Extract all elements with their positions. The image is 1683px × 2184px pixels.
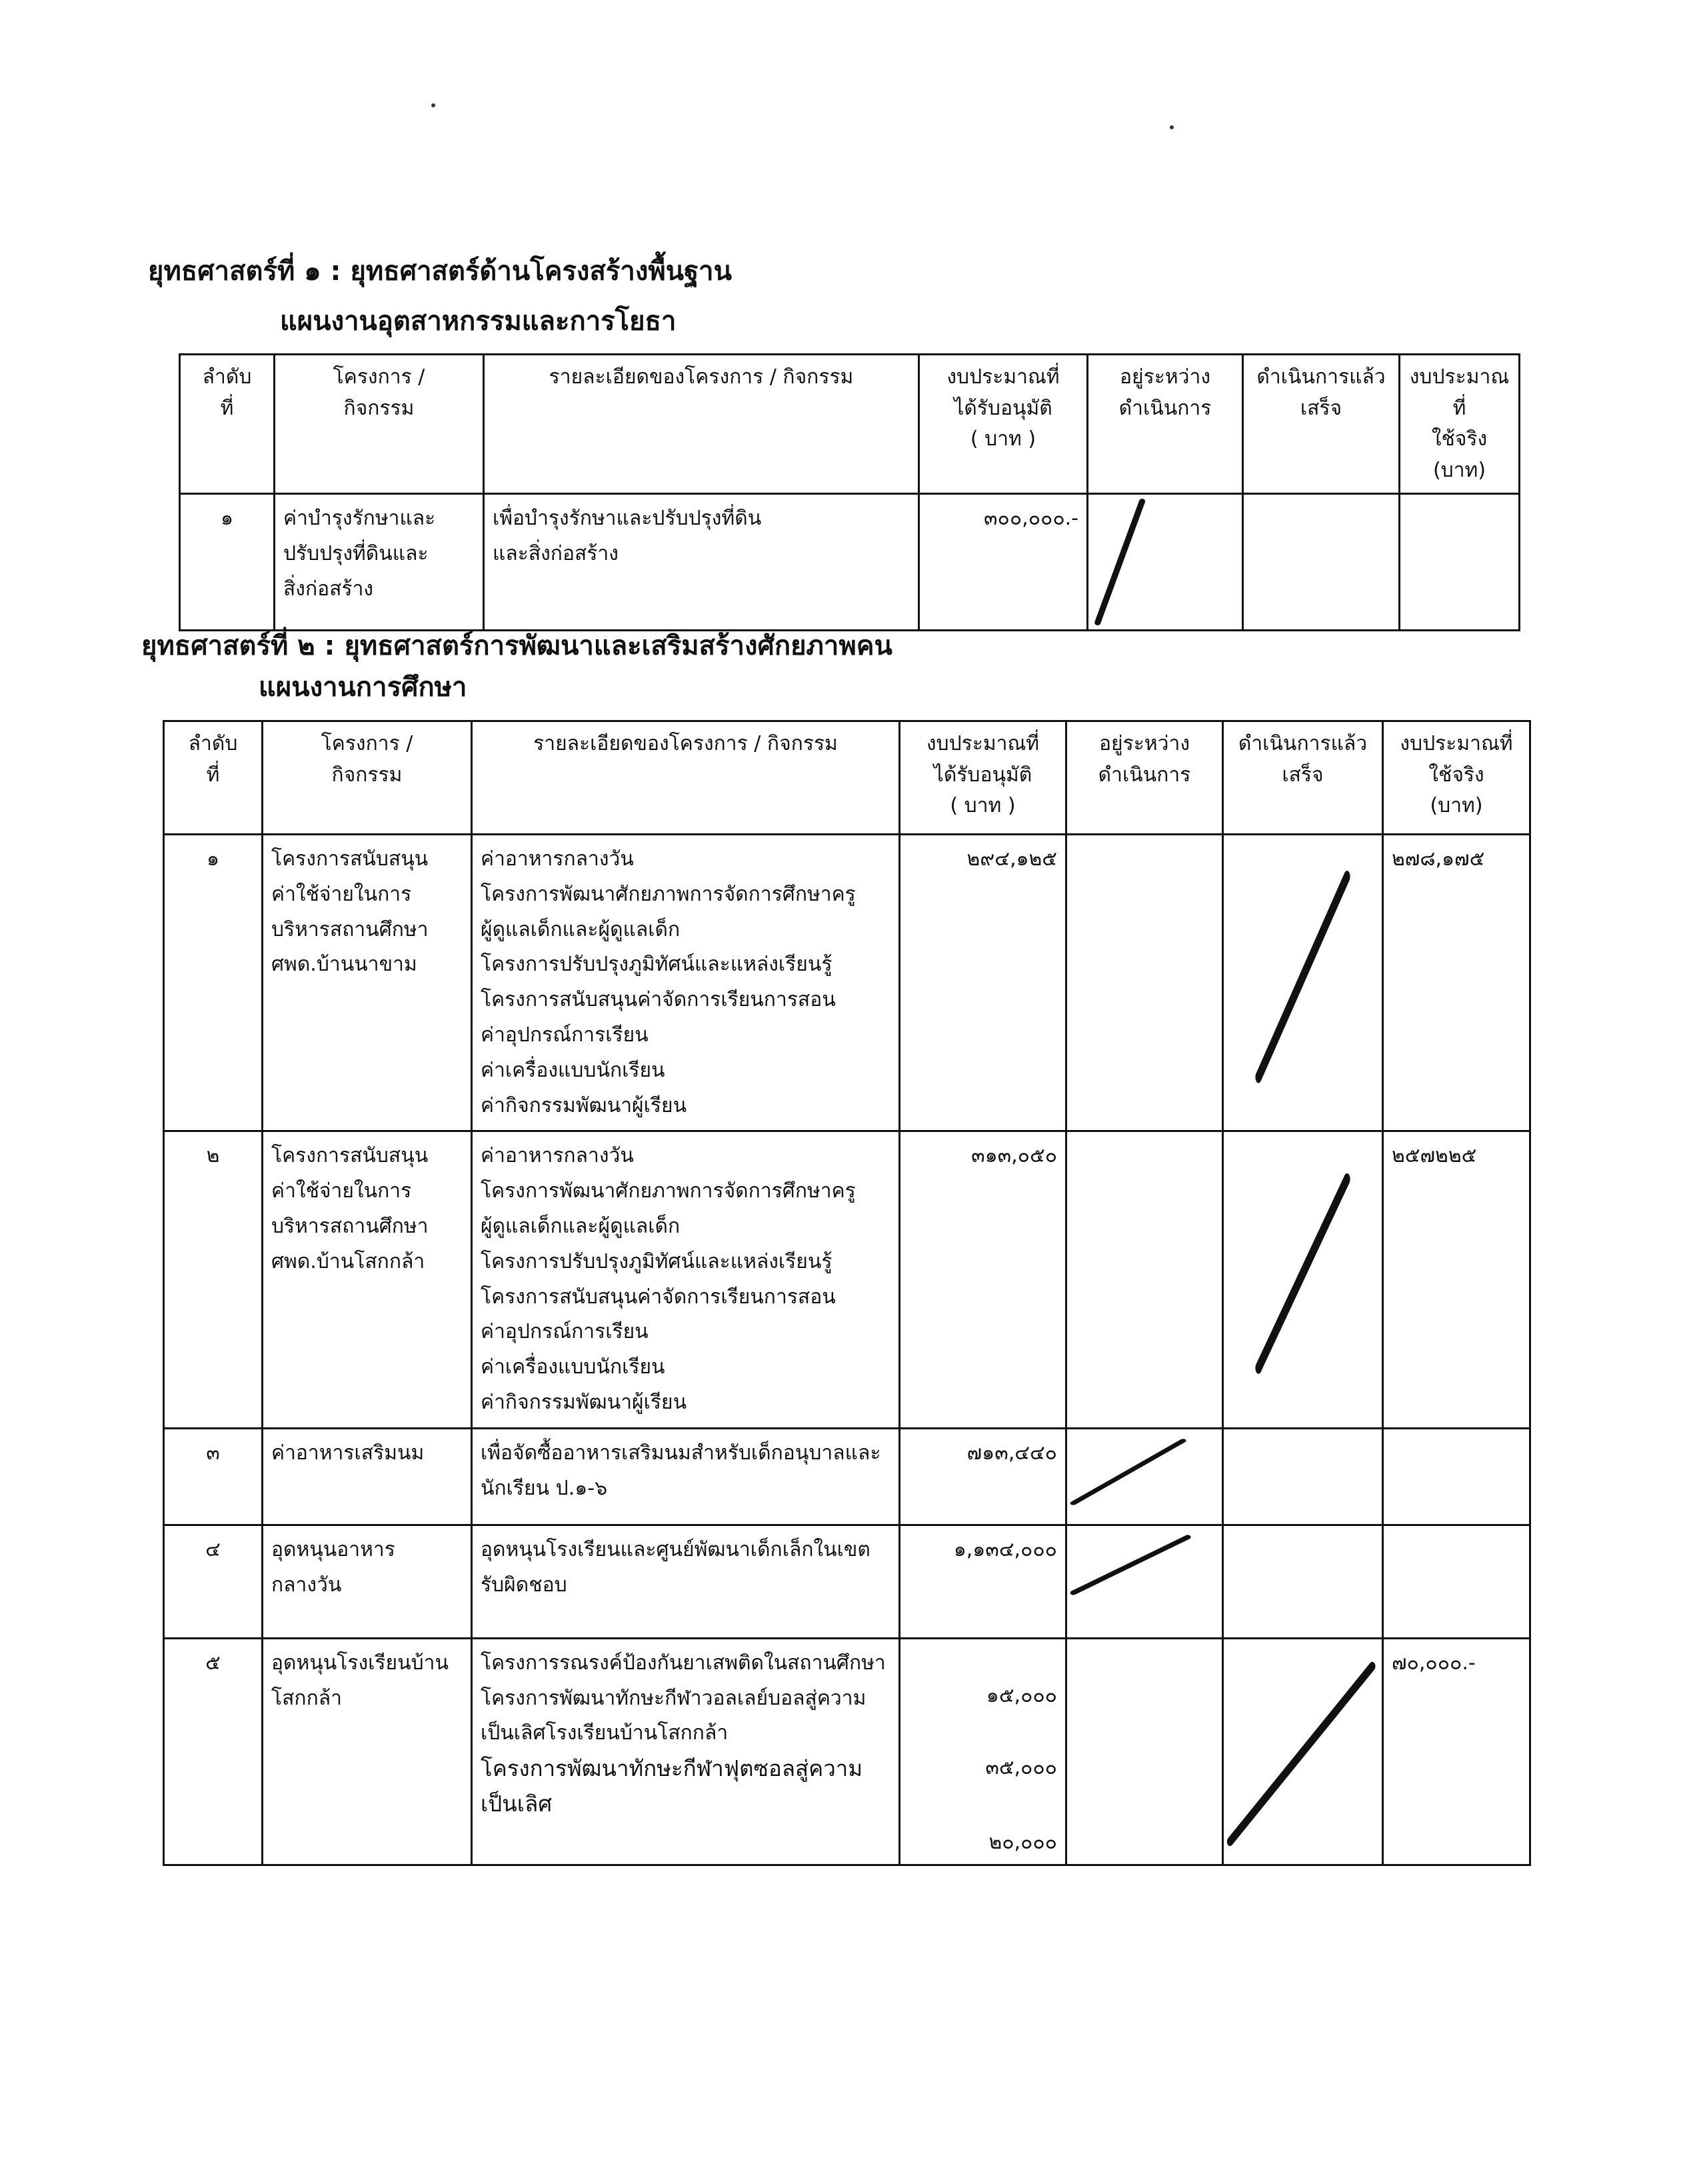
- row-completed: [1223, 1525, 1383, 1638]
- row-project: โครงการสนับสนุน ค่าใช้จ่ายในการ บริหารสถานศึกษา ศพด.บ้านโสกกล้า: [263, 1131, 472, 1428]
- row-order: ๕: [164, 1638, 263, 1865]
- col-detail: รายละเอียดของโครงการ / กิจกรรม: [472, 721, 900, 835]
- strategy-1-heading: ยุทธศาสตร์ที่ ๑ : ยุทธศาสตร์ด้านโครงสร้างพื้นฐาน: [148, 256, 732, 287]
- completed-mark: [1223, 835, 1383, 1131]
- check-slash-icon: [1088, 495, 1242, 629]
- row-detail: โครงการรณรงค์ป้องกันยาเสพติดในสถานศึกษา โครงการพัฒนาทักษะกีฬาวอลเลย์บอลสู่ความ เป็นเลิศโรงเรียนบ้านโสกกล้า โครงการพัฒนาทักษะกีฬาฟุตซอลสู่ความ เป็นเลิศ: [472, 1638, 900, 1865]
- col-budget: งบประมาณที่ ได้รับอนุมัติ ( บาท ): [919, 355, 1088, 494]
- in-progress-mark: [1066, 1428, 1223, 1525]
- in-progress-mark: [1066, 1525, 1223, 1638]
- strategy-2-table: [163, 720, 1531, 1866]
- row-in-progress: [1066, 835, 1223, 1131]
- strategy-2-heading: ยุทธศาสตร์ที่ ๒ : ยุทธศาสตร์การพัฒนาและเสริมสร้างศักยภาพคน: [141, 631, 892, 661]
- col-detail: รายละเอียดของโครงการ / กิจกรรม: [484, 355, 919, 494]
- scan-speck: [431, 103, 435, 107]
- col-actual: งบประมาณที่ ใช้จริง (บาท): [1383, 721, 1530, 835]
- row-detail: ค่าอาหารกลางวัน โครงการพัฒนาศักยภาพการจัดการศึกษาครู ผู้ดูแลเด็กและผู้ดูแลเด็ก โครงการปรับปรุงภูมิทัศน์และแหล่งเรียนรู้ โครงการสนับสนุนค่าจัดการเรียนการสอน ค่าอุปกรณ์การเรียน ค่าเครื่องแบบนักเรียน ค่ากิจกรรมพัฒนาผู้เรียน: [472, 1131, 900, 1428]
- table-row: [180, 494, 1520, 631]
- check-slash-icon: [1224, 1639, 1382, 1864]
- strategy-1-plan: แผนงานอุตสาหกรรมและการโยธา: [280, 306, 677, 337]
- row-project: อุดหนุนอาหาร กลางวัน: [263, 1525, 472, 1638]
- row-actual: ๒๕๗๒๒๕: [1383, 1131, 1530, 1428]
- budget-item: ๓๕,๐๐๐: [985, 1755, 1057, 1779]
- row-detail: เพื่อจัดซื้ออาหารเสริมนมสำหรับเด็กอนุบาลและ นักเรียน ป.๑-๖: [472, 1428, 900, 1525]
- table-row: [164, 1428, 1530, 1525]
- row-budget: ๓๐๐,๐๐๐.-: [919, 494, 1088, 631]
- row-budget: [900, 1638, 1066, 1865]
- row-budget: ๗๑๓,๔๔๐: [900, 1428, 1066, 1525]
- col-actual: งบประมาณที่ ใช้จริง (บาท): [1400, 355, 1520, 494]
- completed-mark: [1223, 1131, 1383, 1428]
- table-row: [164, 835, 1530, 1131]
- row-actual: ๒๗๘,๑๗๕: [1383, 835, 1530, 1131]
- header-row: [180, 355, 1520, 494]
- col-order: ลำดับ ที่: [164, 721, 263, 835]
- strategy-2-plan: แผนงานการศึกษา: [259, 672, 467, 703]
- row-budget: ๒๙๔,๑๒๕: [900, 835, 1066, 1131]
- col-project: โครงการ / กิจกรรม: [275, 355, 484, 494]
- row-actual: [1383, 1428, 1530, 1525]
- row-in-progress: [1066, 1131, 1223, 1428]
- row-project: ค่าอาหารเสริมนม: [263, 1428, 472, 1525]
- row-completed: [1243, 494, 1400, 631]
- check-slash-icon: [1067, 1429, 1222, 1524]
- header-row: [164, 721, 1530, 835]
- strategy-1-table: [179, 353, 1520, 631]
- budget-item: ๒๐,๐๐๐: [988, 1830, 1057, 1854]
- row-in-progress: [1066, 1638, 1223, 1865]
- row-order: ๓: [164, 1428, 263, 1525]
- in-progress-mark: [1088, 494, 1243, 631]
- budget-item: ๑๕,๐๐๐: [986, 1683, 1057, 1707]
- row-detail: เพื่อบำรุงรักษาและปรับปรุงที่ดิน และสิ่งก่อสร้าง: [484, 494, 919, 631]
- row-project: โครงการสนับสนุน ค่าใช้จ่ายในการ บริหารสถานศึกษา ศพด.บ้านนาขาม: [263, 835, 472, 1131]
- row-order: ๔: [164, 1525, 263, 1638]
- row-actual: [1400, 494, 1520, 631]
- row-actual: [1383, 1525, 1530, 1638]
- col-budget: งบประมาณที่ ได้รับอนุมัติ ( บาท ): [900, 721, 1066, 835]
- row-budget: ๓๑๓,๐๕๐: [900, 1131, 1066, 1428]
- row-actual: ๗๐,๐๐๐.-: [1383, 1638, 1530, 1865]
- row-order: ๒: [164, 1131, 263, 1428]
- row-project: ค่าบำรุงรักษาและ ปรับปรุงที่ดินและ สิ่งก่อสร้าง: [275, 494, 484, 631]
- check-slash-icon: [1224, 1132, 1382, 1427]
- row-project: อุดหนุนโรงเรียนบ้าน โสกกล้า: [263, 1638, 472, 1865]
- row-budget: ๑,๑๓๔,๐๐๐: [900, 1525, 1066, 1638]
- row-order: ๑: [180, 494, 275, 631]
- col-project: โครงการ / กิจกรรม: [263, 721, 472, 835]
- check-slash-icon: [1224, 835, 1382, 1130]
- scan-speck: [1170, 125, 1174, 129]
- row-detail: อุดหนุนโรงเรียนและศูนย์พัฒนาเด็กเล็กในเขต รับผิดชอบ: [472, 1525, 900, 1638]
- col-order: ลำดับ ที่: [180, 355, 275, 494]
- table-row: [164, 1525, 1530, 1638]
- table-row: [164, 1638, 1530, 1865]
- check-slash-icon: [1067, 1526, 1222, 1637]
- row-order: ๑: [164, 835, 263, 1131]
- col-in-progress: อยู่ระหว่าง ดำเนินการ: [1088, 355, 1243, 494]
- col-completed: ดำเนินการแล้ว เสร็จ: [1223, 721, 1383, 835]
- col-in-progress: อยู่ระหว่าง ดำเนินการ: [1066, 721, 1223, 835]
- completed-mark: [1223, 1638, 1383, 1865]
- row-completed: [1223, 1428, 1383, 1525]
- row-detail: ค่าอาหารกลางวัน โครงการพัฒนาศักยภาพการจัดการศึกษาครู ผู้ดูแลเด็กและผู้ดูแลเด็ก โครงการปรับปรุงภูมิทัศน์และแหล่งเรียนรู้ โครงการสนับสนุนค่าจัดการเรียนการสอน ค่าอุปกรณ์การเรียน ค่าเครื่องแบบนักเรียน ค่ากิจกรรมพัฒนาผู้เรียน: [472, 835, 900, 1131]
- col-completed: ดำเนินการแล้ว เสร็จ: [1243, 355, 1400, 494]
- table-row: [164, 1131, 1530, 1428]
